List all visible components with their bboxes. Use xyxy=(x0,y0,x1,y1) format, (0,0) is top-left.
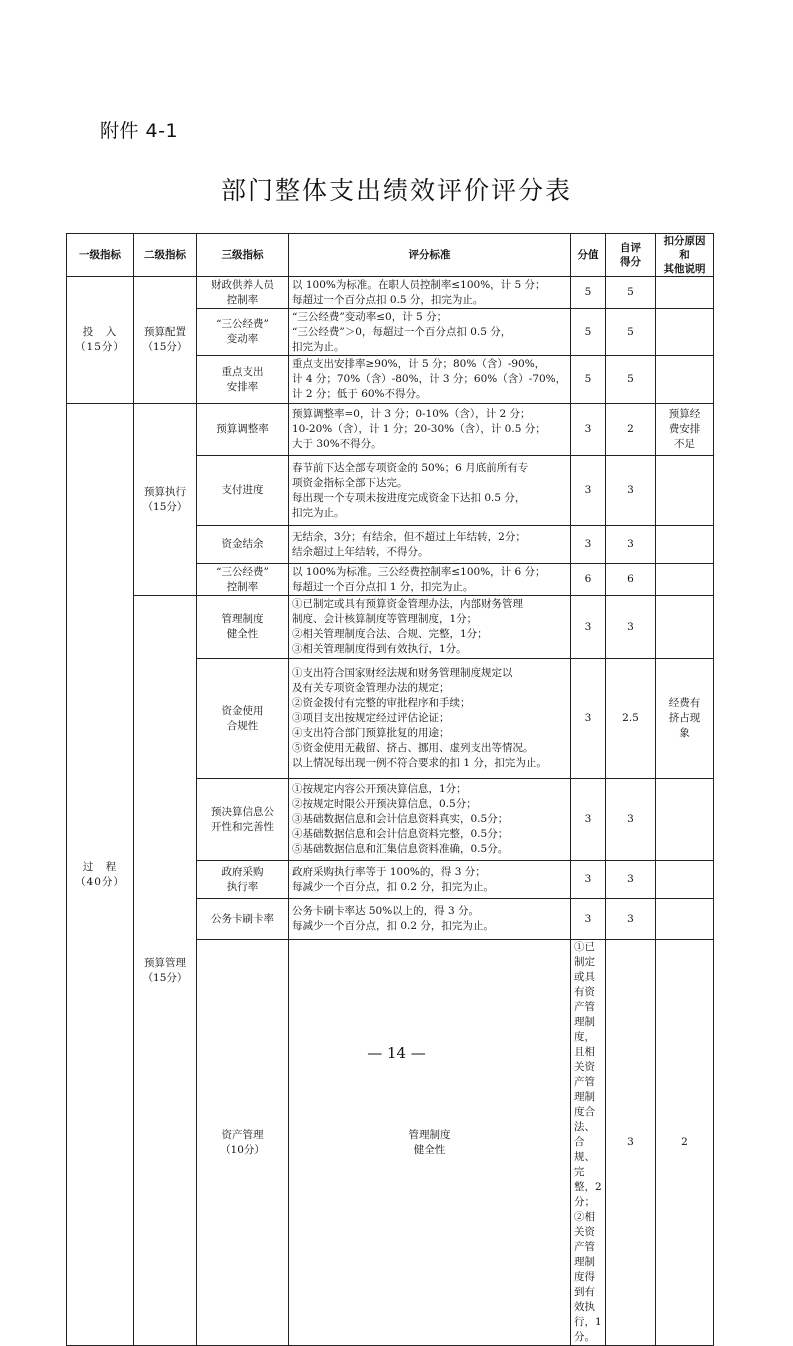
remark-cell: 经费有 挤占现 象 xyxy=(656,659,714,779)
indicator-cell: 管理制度 健全性 xyxy=(289,940,571,1346)
self-score-cell: 5 xyxy=(606,309,656,356)
attachment-label: 附件 4-1 xyxy=(100,120,179,142)
criteria-cell: 公务卡刷卡率达 50%以上的，得 3 分。 每减少一个百分点，扣 0.2 分，扣完为止。 xyxy=(289,899,571,940)
points-cell: 5 xyxy=(571,277,606,309)
header-level2: 二级指标 xyxy=(134,234,197,277)
self-score-cell: 2.5 xyxy=(606,659,656,779)
level2-budget-mgmt: 预算管理 （15分） xyxy=(134,596,197,1346)
header-level1: 一级指标 xyxy=(67,234,134,277)
criteria-cell: ①已制定或具有预算资金管理办法，内部财务管理 制度、会计核算制度等管理制度，1分； ②相关管理制度合法、合规、完整，1分； ③相关管理制度得到有效执行，1分。 xyxy=(289,596,571,659)
criteria-cell: 春节前下达全部专项资金的 50%；6 月底前所有专 项资金指标全部下达完。 每出现一个专项未按进度完成资金下达扣 0.5 分， 扣完为止。 xyxy=(289,456,571,526)
self-score-cell: 3 xyxy=(606,861,656,899)
indicator-cell: “三公经费” 变动率 xyxy=(197,309,289,356)
self-score-cell: 3 xyxy=(606,526,656,564)
remark-cell xyxy=(656,356,714,404)
page-title: 部门整体支出绩效评价评分表 xyxy=(220,176,572,205)
indicator-cell: 管理制度 健全性 xyxy=(197,596,289,659)
criteria-cell: 重点支出安排率≥90%，计 5 分；80%（含）-90%， 计 4 分；70%（含）-80%，计 3 分；60%（含）-70%， 计 2 分；低于 60%不得分。 xyxy=(289,356,571,404)
criteria-cell: ①已制定或具有资产管理制度，且相关资产管理制 度合法、合规、完整，2分； ②相关资产管理制度得到有效执行，1分。 xyxy=(571,940,606,1346)
remark-cell xyxy=(656,309,714,356)
header-remarks: 扣分原因和 其他说明 xyxy=(656,234,714,277)
points-cell: 3 xyxy=(571,596,606,659)
indicator-cell: 预算调整率 xyxy=(197,404,289,456)
points-cell: 3 xyxy=(571,861,606,899)
self-score-cell: 2 xyxy=(606,404,656,456)
self-score-cell: 3 xyxy=(606,899,656,940)
remark-cell xyxy=(656,277,714,309)
remark-cell xyxy=(656,564,714,596)
points-cell: 6 xyxy=(571,564,606,596)
indicator-cell: 财政供养人员 控制率 xyxy=(197,277,289,309)
indicator-cell: 重点支出 安排率 xyxy=(197,356,289,404)
level2-asset-mgmt: 资产管理 （10分） xyxy=(197,940,289,1346)
score-table xyxy=(66,233,714,1346)
self-score-cell: 3 xyxy=(606,596,656,659)
remark-cell xyxy=(656,456,714,526)
self-score-cell: 5 xyxy=(606,356,656,404)
self-score-cell: 5 xyxy=(606,277,656,309)
indicator-cell: 公务卡刷卡率 xyxy=(197,899,289,940)
remark-cell xyxy=(656,779,714,861)
table-row xyxy=(67,277,714,309)
criteria-cell: “三公经费”变动率≤0，计 5 分； “三公经费”＞0，每超过一个百分点扣 0.5 分， 扣完为止。 xyxy=(289,309,571,356)
table-header-row xyxy=(67,234,714,277)
level2-budget-exec: 预算执行 （15分） xyxy=(134,404,197,596)
self-score-cell: 3 xyxy=(606,779,656,861)
points-cell: 3 xyxy=(571,456,606,526)
self-score-cell: 6 xyxy=(606,564,656,596)
points-cell: 3 xyxy=(571,899,606,940)
criteria-cell: 政府采购执行率等于 100%的，得 3 分； 每减少一个百分点，扣 0.2 分，扣完为止。 xyxy=(289,861,571,899)
points-cell: 3 xyxy=(571,526,606,564)
remark-cell xyxy=(656,526,714,564)
criteria-cell: 预算调整率=0，计 3 分；0-10%（含），计 2 分； 10-20%（含），计 1 分；20-30%（含），计 0.5 分； 大于 30%不得分。 xyxy=(289,404,571,456)
criteria-cell: 无结余，3分；有结余，但不超过上年结转，2分； 结余超过上年结转，不得分。 xyxy=(289,526,571,564)
indicator-cell: 支付进度 xyxy=(197,456,289,526)
level2-budget-config: 预算配置 （15分） xyxy=(134,277,197,404)
level1-process: 过 程 （40分） xyxy=(67,404,134,1346)
points-cell: 3 xyxy=(571,779,606,861)
header-criteria: 评分标准 xyxy=(289,234,571,277)
points-cell: 3 xyxy=(571,404,606,456)
criteria-cell: ①按规定内容公开预决算信息，1分； ②按规定时限公开预决算信息，0.5分； ③基础数据信息和会计信息资料真实，0.5分； ④基础数据信息和会计信息资料完整，0.5分； ⑤基础数据信息和汇集信息资料准确，0.5分。 xyxy=(289,779,571,861)
criteria-cell: ①支出符合国家财经法规和财务管理制度规定以 及有关专项资金管理办法的规定； ②资金拨付有完整的审批程序和手续； ③项目支出按规定经过评估论证； ④支出符合部门预算批复的用途； ⑤资金使用无截留、挤占、挪用、虚列支出等情况。 以上情况每出现一例不符合要求的扣 1 分，扣完为止。 xyxy=(289,659,571,779)
points-cell: 5 xyxy=(571,356,606,404)
remark-cell xyxy=(656,899,714,940)
table-row xyxy=(67,404,714,456)
header-level3: 三级指标 xyxy=(197,234,289,277)
indicator-cell: 资金使用 合规性 xyxy=(197,659,289,779)
indicator-cell: 资金结余 xyxy=(197,526,289,564)
indicator-cell: 政府采购 执行率 xyxy=(197,861,289,899)
indicator-cell: “三公经费” 控制率 xyxy=(197,564,289,596)
remark-cell: 预算经 费安排 不足 xyxy=(656,404,714,456)
level1-input: 投 入 （15分） xyxy=(67,277,134,404)
header-self-score: 自评 得分 xyxy=(606,234,656,277)
remark-cell xyxy=(656,596,714,659)
remark-cell xyxy=(656,861,714,899)
self-score-cell: 2 xyxy=(656,940,714,1346)
criteria-cell: 以 100%为标准。在职人员控制率≤100%，计 5 分； 每超过一个百分点扣 0.5 分，扣完为止。 xyxy=(289,277,571,309)
criteria-cell: 以 100%为标准。三公经费控制率≤100%，计 6 分； 每超过一个百分点扣 1 分，扣完为止。 xyxy=(289,564,571,596)
indicator-cell: 预决算信息公 开性和完善性 xyxy=(197,779,289,861)
points-cell: 5 xyxy=(571,309,606,356)
points-cell: 3 xyxy=(571,659,606,779)
page-number: — 14 — xyxy=(367,1044,426,1062)
table-row xyxy=(67,596,714,659)
header-points: 分值 xyxy=(571,234,606,277)
self-score-cell: 3 xyxy=(606,456,656,526)
points-cell: 3 xyxy=(606,940,656,1346)
